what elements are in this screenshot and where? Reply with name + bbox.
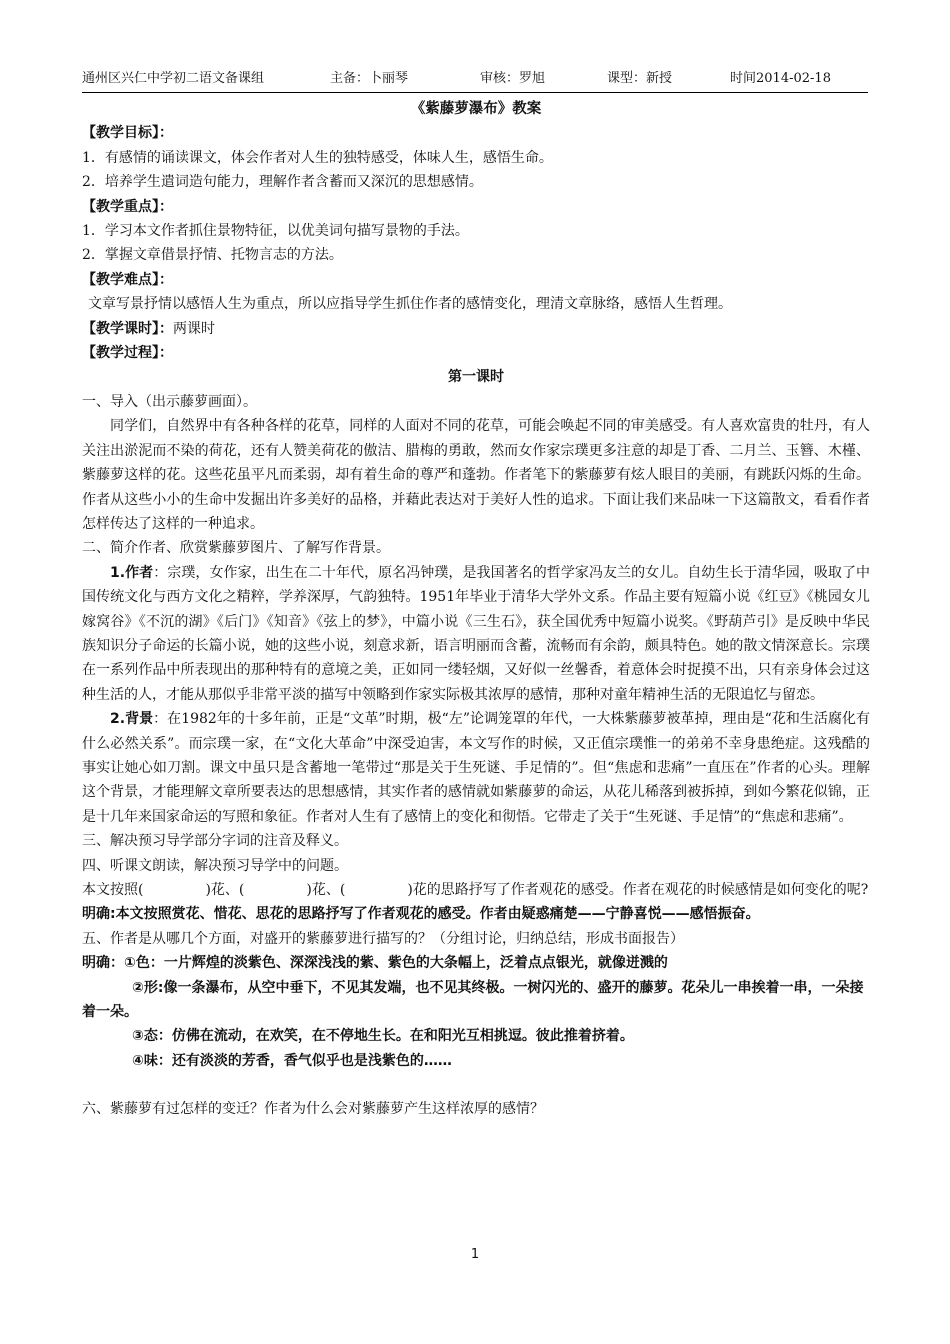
section-5-answer-color: 明确：①色：一片辉煌的淡紫色、深深浅浅的紫、紫色的大条幅上，泛着点点银光，就像迸溅的 xyxy=(82,955,668,972)
difficulty-text: 文章写景抒情以感悟人生为重点，所以应指导学生抓住作者的感情变化，理清文章脉络，感悟人生哲理。 xyxy=(88,296,732,313)
header-time-label: 时间 xyxy=(730,71,757,86)
author-text: ：宗璞，女作家，出生在二十年代，原名冯钟璞，是我国著名的哲学家冯友兰的女儿。自幼生长于清华园，吸取了中国传统文化与西方文化之精粹，学养深厚，气韵独特。1951年毕业于清华大学外文系。作品主要有短篇小说《红豆》《桃园女儿嫁窝谷》《不沉的湖》《后门》《知音》《弦上的梦》，中篇小说《三生石》，获全国优秀中短篇小说奖。《野葫芦引》是反映中华民族知识分子命运的长篇小说，她的这些小说，刻意求新，语言明丽而含蓄，流畅而有余韵，颇具特色。她的散文情深意长。宗璞在一系列作品中所表现出的那种特有的意境之美，正如同一缕轻烟，又好似一丝馨香，着意体会时捉摸不出，只有亲身体会过这种生活的人，才能从那似乎非常平淡的描写中领略到作家实际极其浓厚的感情，那种对童年精神生活的无限追忆与留恋。 xyxy=(82,564,871,703)
objectives-heading: 【教学目标】： xyxy=(82,125,173,142)
author-label: 1.作者 xyxy=(110,564,154,581)
question-part-2: )花、( xyxy=(205,882,245,898)
header-lesson-type: 课型：新授 xyxy=(607,71,673,86)
page-number: 1 xyxy=(470,1247,480,1262)
page-header xyxy=(82,70,868,93)
header-editor: 主备：卜丽琴 xyxy=(330,71,409,86)
section-5-answer-smell: ④味：还有淡淡的芳香，香气似乎也是浅紫色的…… xyxy=(132,1052,452,1069)
spacer xyxy=(82,1073,870,1097)
background-text: ：在1982年的十多年前，正是“文革”时期，极“左”论调笼罩的年代，一大株紫藤萝被革掉，理由是“花和生活腐化有什么必然关系”。而宗璞一家，在“文化大革命”中深受迫害，本文写作的时候，又正值宗璞惟一的弟弟不幸身患绝症。这残酷的事实让她心如刀割。课文中虽只是含蓄地一笔带过“那是关于生死谜、手足情的”。但“焦虑和悲痛”一直压在”作者的心头。理解这个背景，才能理解文章所要表达的思想感情，其实作者的感情就如紫藤萝的命运，从花儿稀落到被拆掉，到如今繁花似锦，正是十几年来国家命运的写照和象征。作者对人生有了感情上的变化和彻悟。它带走了关于“生死谜、手足情”的“焦虑和悲痛”。 xyxy=(82,711,870,825)
document-title: 《紫藤萝瀑布》教案 xyxy=(410,101,542,117)
hours-value: 两课时 xyxy=(173,320,215,337)
hours-heading: 【教学课时】： xyxy=(82,320,173,337)
section-4-title: 四、听课文朗读，解决预习导学中的问题。 xyxy=(82,857,348,874)
section-1-text: 同学们，自然界中有各种各样的花草，同样的人面对不同的花草，可能会唤起不同的审美感受。有人喜欢富贵的牡丹，有人关注出淤泥而不染的荷花，还有人赞美荷花的傲洁、腊梅的勇敢，然而女作家宗璞更多注意的却是丁香、二月兰、玉簪、木槿、紫藤萝这样的花。这些花虽平凡而柔弱，却有着生命的尊严和蓬勃。作者笔下的紫藤萝有炫人眼目的美丽，有跳跃闪烁的生命。作者从这些小小的生命中发掘出许多美好的品格，并藉此表达对于美好人性的追求。下面让我们来品味一下这篇散文，看看作者怎样传达了这样的一种追求。 xyxy=(82,418,870,532)
hours-line xyxy=(82,317,870,341)
document-body xyxy=(82,97,870,1122)
section-4-question xyxy=(82,878,870,902)
background-label: 2.背景 xyxy=(110,711,154,728)
difficulty-heading: 【教学难点】： xyxy=(82,271,173,288)
key-point-item-1: 1．学习本文作者抓住景物特征，以优美词句描写景物的手法。 xyxy=(82,223,469,240)
key-point-item-2: 2．掌握文章借景抒情、托物言志的方法。 xyxy=(82,247,343,264)
question-part-4: )花的思路抒写了作者观花的感受。作者在观花的时候感情是如何变化的呢? xyxy=(407,882,869,898)
process-heading: 【教学过程】： xyxy=(82,345,173,362)
key-points-heading: 【教学重点】： xyxy=(82,198,173,215)
section-4-answer: 明确:本文按照赏花、惜花、思花的思路抒写了作者观花的感受。作者由疑惑痛楚——宁静喜悦——感悟振奋。 xyxy=(82,906,760,923)
header-time xyxy=(730,70,831,88)
objective-item-1: 1．有感情的诵读课文，体会作者对人生的独特感受，体味人生，感悟生命。 xyxy=(82,149,553,166)
answer-shape-text: ②形:像一条瀑布，从空中垂下，不见其发端，也不见其终极。一树闪光的、盛开的藤萝。花朵儿一串挨着一串，一朵接着一朵。 xyxy=(82,979,864,1021)
section-5-answer-state: ③态：仿佛在流动，在欢笑，在不停地生长。在和阳光互相挑逗。彼此推着挤着。 xyxy=(132,1028,634,1045)
section-3-title: 三、解决预习导学部分字词的注音及释义。 xyxy=(82,833,348,850)
header-group: 通州区兴仁中学初二语文备课组 xyxy=(82,71,265,86)
section-5-answer-shape xyxy=(82,976,870,1025)
question-part-1: 本文按照( xyxy=(82,882,144,898)
section-1-title: 一、导入（出示藤萝画面）。 xyxy=(82,393,257,410)
author-paragraph xyxy=(82,561,870,707)
header-date: 2014-02-18 xyxy=(756,71,831,86)
section-5-title: 五、作者是从哪几个方面，对盛开的紫藤萝进行描写的？（分组讨论，归纳总结，形成书面报告） xyxy=(82,930,684,947)
objective-item-2: 2．培养学生遣词造句能力，理解作者含蓄而又深沉的思想感情。 xyxy=(82,174,483,191)
section-6-title: 六、紫藤萝有过怎样的变迁？作者为什么会对紫藤萝产生这样浓厚的感情？ xyxy=(82,1101,544,1118)
section-2-title: 二、简介作者、欣赏紫藤萝图片、了解写作背景。 xyxy=(82,540,390,557)
background-paragraph xyxy=(82,707,870,829)
question-part-3: )花、( xyxy=(306,882,346,898)
header-reviewer: 审核：罗旭 xyxy=(480,71,546,86)
lesson-title: 第一课时 xyxy=(448,369,504,386)
